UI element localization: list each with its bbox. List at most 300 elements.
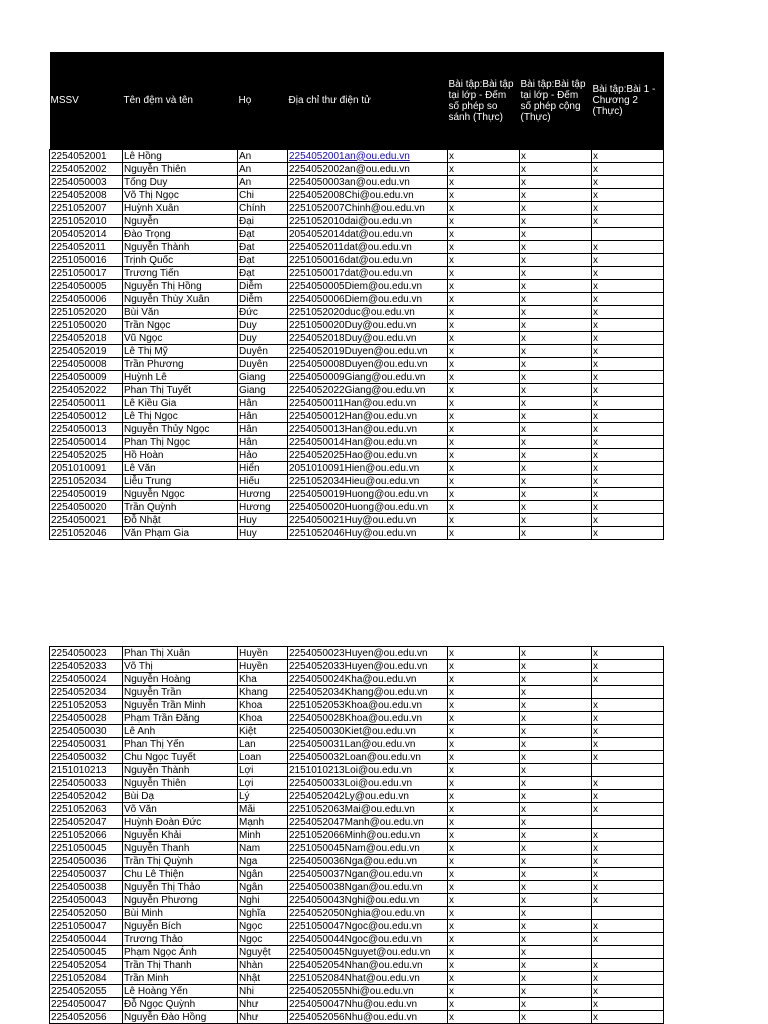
cell-compare: x — [448, 686, 520, 699]
table-row — [50, 358, 664, 371]
table-row — [50, 176, 664, 189]
cell-chapter2: x — [592, 725, 664, 738]
table-row — [50, 738, 664, 751]
cell-add: x — [520, 790, 592, 803]
table-row — [50, 1011, 664, 1024]
cell-last-name: Kiệt — [238, 725, 288, 738]
cell-compare: x — [448, 384, 520, 397]
cell-email: 2254050013Han@ou.edu.vn — [288, 423, 448, 436]
cell-email: 2254052033Huyen@ou.edu.vn — [288, 660, 448, 673]
cell-email: 2254050024Kha@ou.edu.vn — [288, 673, 448, 686]
cell-first-name: Nguyễn Ngọc — [123, 488, 238, 501]
cell-mssv: 2254052047 — [50, 816, 123, 829]
cell-last-name: Ngọc — [238, 933, 288, 946]
cell-first-name: Trần Thị Quỳnh — [123, 855, 238, 868]
cell-email: 2254050011Han@ou.edu.vn — [288, 397, 448, 410]
cell-add: x — [520, 920, 592, 933]
cell-compare: x — [448, 423, 520, 436]
cell-chapter2: x — [592, 371, 664, 384]
cell-mssv: 2251052053 — [50, 699, 123, 712]
cell-compare: x — [448, 647, 520, 660]
cell-first-name: Trịnh Quốc — [123, 254, 238, 267]
cell-compare: x — [448, 488, 520, 501]
cell-add: x — [520, 660, 592, 673]
cell-email: 2254050021Huy@ou.edu.vn — [288, 514, 448, 527]
cell-chapter2: x — [592, 894, 664, 907]
cell-mssv: 2254050003 — [50, 176, 123, 189]
cell-email: 2254050033Loi@ou.edu.vn — [288, 777, 448, 790]
cell-mssv: 2254050038 — [50, 881, 123, 894]
cell-chapter2: x — [592, 803, 664, 816]
cell-last-name: Đạt — [238, 228, 288, 241]
cell-add: x — [520, 293, 592, 306]
cell-first-name: Văn Phạm Gia — [123, 527, 238, 540]
cell-email: 2254052034Khang@ou.edu.vn — [288, 686, 448, 699]
cell-email: 2251052053Khoa@ou.edu.vn — [288, 699, 448, 712]
cell-add: x — [520, 163, 592, 176]
cell-last-name: Hân — [238, 436, 288, 449]
cell-first-name: Lê Kiều Gia — [123, 397, 238, 410]
cell-last-name: Hân — [238, 410, 288, 423]
cell-chapter2: x — [592, 881, 664, 894]
cell-email: 2254050012Han@ou.edu.vn — [288, 410, 448, 423]
cell-mssv: 2254050043 — [50, 894, 123, 907]
cell-add: x — [520, 985, 592, 998]
table-row — [50, 868, 664, 881]
cell-add: x — [520, 527, 592, 540]
cell-compare: x — [448, 280, 520, 293]
cell-email: 2251050045Nam@ou.edu.vn — [288, 842, 448, 855]
cell-compare: x — [448, 449, 520, 462]
cell-add: x — [520, 267, 592, 280]
table-row — [50, 397, 664, 410]
cell-email: 2254052047Manh@ou.edu.vn — [288, 816, 448, 829]
cell-chapter2: x — [592, 150, 664, 163]
cell-first-name: Trần Phương — [123, 358, 238, 371]
cell-email: 2251050017dat@ou.edu.vn — [288, 267, 448, 280]
cell-email: 2251050020Duy@ou.edu.vn — [288, 319, 448, 332]
cell-mssv: 2251050017 — [50, 267, 123, 280]
cell-mssv: 2254050036 — [50, 855, 123, 868]
cell-add: x — [520, 972, 592, 985]
cell-email: 2254050037Ngan@ou.edu.vn — [288, 868, 448, 881]
cell-compare: x — [448, 345, 520, 358]
cell-compare: x — [448, 462, 520, 475]
cell-add: x — [520, 371, 592, 384]
cell-first-name: Bùi Minh — [123, 907, 238, 920]
cell-first-name: Chu Lê Thiện — [123, 868, 238, 881]
cell-add: x — [520, 842, 592, 855]
cell-email: 2254052019Duyen@ou.edu.vn — [288, 345, 448, 358]
cell-mssv: 2251052020 — [50, 306, 123, 319]
cell-first-name: Nguyễn Khải — [123, 829, 238, 842]
table-row — [50, 855, 664, 868]
cell-compare: x — [448, 894, 520, 907]
cell-last-name: Khang — [238, 686, 288, 699]
cell-last-name: Hân — [238, 423, 288, 436]
cell-chapter2: x — [592, 410, 664, 423]
cell-chapter2: x — [592, 527, 664, 540]
cell-add: x — [520, 449, 592, 462]
cell-mssv: 2254050047 — [50, 998, 123, 1011]
cell-email: 2251052007Chinh@ou.edu.vn — [288, 202, 448, 215]
cell-email: 2251050047Ngoc@ou.edu.vn — [288, 920, 448, 933]
cell-email: 2254050036Nga@ou.edu.vn — [288, 855, 448, 868]
cell-first-name: Nguyễn Thanh — [123, 842, 238, 855]
cell-last-name: Mãi — [238, 803, 288, 816]
cell-compare: x — [448, 660, 520, 673]
cell-email: 2254050008Duyen@ou.edu.vn — [288, 358, 448, 371]
cell-mssv: 2251052010 — [50, 215, 123, 228]
cell-compare: x — [448, 751, 520, 764]
cell-mssv: 2251052046 — [50, 527, 123, 540]
cell-chapter2: x — [592, 332, 664, 345]
cell-mssv: 2254050021 — [50, 514, 123, 527]
cell-mssv: 2254050033 — [50, 777, 123, 790]
cell-compare: x — [448, 514, 520, 527]
table-row — [50, 686, 664, 699]
cell-last-name: Huyền — [238, 660, 288, 673]
cell-email: 2251052020duc@ou.edu.vn — [288, 306, 448, 319]
cell-first-name: Phan Thị Xuân — [123, 647, 238, 660]
cell-chapter2: x — [592, 306, 664, 319]
cell-last-name: Nghĩa — [238, 907, 288, 920]
cell-mssv: 2254052008 — [50, 189, 123, 202]
cell-email: 2254050014Han@ou.edu.vn — [288, 436, 448, 449]
cell-first-name: Huỳnh Đoàn Đức — [123, 816, 238, 829]
cell-email: 2251052066Minh@ou.edu.vn — [288, 829, 448, 842]
cell-add: x — [520, 816, 592, 829]
cell-mssv: 2254052042 — [50, 790, 123, 803]
cell-compare: x — [448, 202, 520, 215]
cell-chapter2: x — [592, 423, 664, 436]
cell-chapter2: x — [592, 189, 664, 202]
cell-chapter2: x — [592, 436, 664, 449]
cell-add: x — [520, 738, 592, 751]
table-row — [50, 751, 664, 764]
table-row — [50, 267, 664, 280]
cell-add: x — [520, 514, 592, 527]
cell-mssv: 2251052063 — [50, 803, 123, 816]
cell-last-name: Huy — [238, 514, 288, 527]
cell-email: 2254052011dat@ou.edu.vn — [288, 241, 448, 254]
cell-chapter2: x — [592, 842, 664, 855]
cell-last-name: Đại — [238, 215, 288, 228]
cell-last-name: Khoa — [238, 712, 288, 725]
cell-first-name: Hồ Hoàn — [123, 449, 238, 462]
cell-compare: x — [448, 176, 520, 189]
cell-mssv: 2054052014 — [50, 228, 123, 241]
cell-compare: x — [448, 501, 520, 514]
cell-last-name: Chi — [238, 189, 288, 202]
cell-chapter2: x — [592, 358, 664, 371]
header-last-name: Họ — [238, 52, 288, 150]
cell-first-name: Nguyễn Hoàng — [123, 673, 238, 686]
cell-add: x — [520, 436, 592, 449]
cell-compare: x — [448, 777, 520, 790]
table-body-top — [50, 150, 664, 540]
cell-last-name: Đạt — [238, 254, 288, 267]
cell-mssv: 2151010213 — [50, 764, 123, 777]
table-row — [50, 280, 664, 293]
cell-last-name: Huy — [238, 527, 288, 540]
cell-chapter2: x — [592, 855, 664, 868]
cell-first-name: Nguyễn Thành — [123, 241, 238, 254]
table-row — [50, 293, 664, 306]
cell-last-name: Lan — [238, 738, 288, 751]
cell-email: 2254052055Nhi@ou.edu.vn — [288, 985, 448, 998]
cell-mssv: 2254052050 — [50, 907, 123, 920]
cell-add: x — [520, 946, 592, 959]
cell-email: 2254052050Nghia@ou.edu.vn — [288, 907, 448, 920]
cell-chapter2: x — [592, 660, 664, 673]
cell-first-name: Phan Thị Tuyết — [123, 384, 238, 397]
cell-first-name: Phạm Trần Đăng — [123, 712, 238, 725]
cell-mssv: 2251050045 — [50, 842, 123, 855]
cell-first-name: Nguyễn Thành — [123, 764, 238, 777]
cell-compare: x — [448, 189, 520, 202]
cell-compare: x — [448, 673, 520, 686]
cell-add: x — [520, 462, 592, 475]
cell-first-name: Trần Ngọc — [123, 319, 238, 332]
cell-last-name: Hiển — [238, 462, 288, 475]
cell-add: x — [520, 501, 592, 514]
table-row — [50, 371, 664, 384]
cell-last-name: Lý — [238, 790, 288, 803]
cell-last-name: Khoa — [238, 699, 288, 712]
cell-email: 2254050009Giang@ou.edu.vn — [288, 371, 448, 384]
cell-last-name: Nhi — [238, 985, 288, 998]
cell-chapter2: x — [592, 254, 664, 267]
cell-mssv: 2254050006 — [50, 293, 123, 306]
cell-mssv: 2254050044 — [50, 933, 123, 946]
cell-first-name: Đỗ Ngọc Quỳnh — [123, 998, 238, 1011]
cell-compare: x — [448, 985, 520, 998]
cell-mssv: 2254052011 — [50, 241, 123, 254]
cell-mssv: 2254052019 — [50, 345, 123, 358]
cell-chapter2: x — [592, 293, 664, 306]
cell-chapter2: x — [592, 959, 664, 972]
cell-first-name: Bùi Văn — [123, 306, 238, 319]
cell-add: x — [520, 475, 592, 488]
cell-add: x — [520, 410, 592, 423]
cell-compare: x — [448, 998, 520, 1011]
cell-chapter2 — [592, 946, 664, 959]
cell-add: x — [520, 488, 592, 501]
cell-last-name: Diễm — [238, 280, 288, 293]
cell-mssv: 2254052033 — [50, 660, 123, 673]
cell-email: 2254052018Duy@ou.edu.vn — [288, 332, 448, 345]
table-row — [50, 436, 664, 449]
grades-table-top — [49, 52, 664, 540]
cell-email: 2051010091Hien@ou.edu.vn — [288, 462, 448, 475]
cell-compare: x — [448, 228, 520, 241]
cell-chapter2: x — [592, 215, 664, 228]
cell-first-name: Nguyễn Đào Hồng — [123, 1011, 238, 1024]
cell-add: x — [520, 777, 592, 790]
cell-chapter2: x — [592, 514, 664, 527]
cell-first-name: Nguyễn Thủy Ngọc — [123, 423, 238, 436]
cell-mssv: 2254050020 — [50, 501, 123, 514]
header-mssv: MSSV — [50, 52, 123, 150]
cell-email: 2254050038Ngan@ou.edu.vn — [288, 881, 448, 894]
cell-email: 2251052046Huy@ou.edu.vn — [288, 527, 448, 540]
cell-compare: x — [448, 293, 520, 306]
cell-first-name: Bùi Dạ — [123, 790, 238, 803]
cell-add: x — [520, 254, 592, 267]
cell-last-name: Nghi — [238, 894, 288, 907]
cell-add: x — [520, 803, 592, 816]
header-row — [50, 52, 664, 150]
cell-chapter2: x — [592, 462, 664, 475]
cell-email: 2254050045Nguyet@ou.edu.vn — [288, 946, 448, 959]
cell-last-name: Ngân — [238, 881, 288, 894]
cell-email: 2254050047Nhu@ou.edu.vn — [288, 998, 448, 1011]
cell-chapter2: x — [592, 920, 664, 933]
cell-mssv: 2254052018 — [50, 332, 123, 345]
cell-mssv: 2051010091 — [50, 462, 123, 475]
cell-mssv: 2254052025 — [50, 449, 123, 462]
header-email: Địa chỉ thư điện tử — [288, 52, 448, 150]
cell-last-name: Giang — [238, 371, 288, 384]
table-row — [50, 228, 664, 241]
cell-email: 2254050019Huong@ou.edu.vn — [288, 488, 448, 501]
cell-email — [288, 150, 448, 163]
cell-compare: x — [448, 358, 520, 371]
cell-chapter2: x — [592, 985, 664, 998]
cell-chapter2: x — [592, 933, 664, 946]
cell-compare: x — [448, 868, 520, 881]
cell-compare: x — [448, 738, 520, 751]
cell-add: x — [520, 647, 592, 660]
cell-first-name: Nguyễn Trần Minh — [123, 699, 238, 712]
table-row — [50, 712, 664, 725]
table-row — [50, 527, 664, 540]
cell-email: 2254052056Nhu@ou.edu.vn — [288, 1011, 448, 1024]
cell-email: 2251050016dat@ou.edu.vn — [288, 254, 448, 267]
cell-add: x — [520, 959, 592, 972]
cell-add: x — [520, 332, 592, 345]
cell-chapter2: x — [592, 449, 664, 462]
email-link[interactable]: 2254052001an@ou.edu.vn — [289, 150, 410, 162]
cell-last-name: Đạt — [238, 241, 288, 254]
table-row — [50, 920, 664, 933]
cell-first-name: Liễu Trung — [123, 475, 238, 488]
table-row — [50, 985, 664, 998]
cell-last-name: Như — [238, 998, 288, 1011]
cell-last-name: Ngọc — [238, 920, 288, 933]
cell-last-name: Nhật — [238, 972, 288, 985]
cell-last-name: Diễm — [238, 293, 288, 306]
cell-chapter2: x — [592, 488, 664, 501]
table-row — [50, 319, 664, 332]
cell-chapter2: x — [592, 868, 664, 881]
cell-compare: x — [448, 842, 520, 855]
cell-compare: x — [448, 816, 520, 829]
cell-compare: x — [448, 319, 520, 332]
cell-last-name: Minh — [238, 829, 288, 842]
cell-first-name: Vũ Ngọc — [123, 332, 238, 345]
cell-add: x — [520, 712, 592, 725]
cell-chapter2 — [592, 816, 664, 829]
cell-add: x — [520, 894, 592, 907]
cell-add: x — [520, 673, 592, 686]
cell-chapter2: x — [592, 267, 664, 280]
cell-mssv: 2254050024 — [50, 673, 123, 686]
cell-mssv: 2254050014 — [50, 436, 123, 449]
table-row — [50, 842, 664, 855]
cell-mssv: 2254050013 — [50, 423, 123, 436]
cell-first-name: Chu Ngọc Tuyết — [123, 751, 238, 764]
cell-chapter2: x — [592, 384, 664, 397]
cell-email: 2254050023Huyen@ou.edu.vn — [288, 647, 448, 660]
cell-compare: x — [448, 699, 520, 712]
table-row — [50, 946, 664, 959]
cell-last-name: Lợi — [238, 764, 288, 777]
cell-mssv: 2254050032 — [50, 751, 123, 764]
cell-last-name: Duyên — [238, 358, 288, 371]
cell-add: x — [520, 241, 592, 254]
cell-email: 2254050028Khoa@ou.edu.vn — [288, 712, 448, 725]
table-row — [50, 202, 664, 215]
cell-first-name: Phan Thị Ngọc — [123, 436, 238, 449]
cell-last-name: Đức — [238, 306, 288, 319]
cell-last-name: Kha — [238, 673, 288, 686]
cell-first-name: Phan Thị Yến — [123, 738, 238, 751]
cell-compare: x — [448, 371, 520, 384]
cell-first-name: Lê Hoàng Yến — [123, 985, 238, 998]
cell-last-name: Hương — [238, 501, 288, 514]
table-row — [50, 699, 664, 712]
cell-chapter2: x — [592, 972, 664, 985]
cell-add: x — [520, 280, 592, 293]
cell-add: x — [520, 358, 592, 371]
table-row — [50, 150, 664, 163]
cell-add: x — [520, 228, 592, 241]
table-body-bottom — [50, 647, 664, 1024]
table-row — [50, 933, 664, 946]
cell-first-name: Nguyễn Thị Hồng — [123, 280, 238, 293]
table-row — [50, 829, 664, 842]
cell-compare: x — [448, 436, 520, 449]
cell-mssv: 2254050005 — [50, 280, 123, 293]
cell-email: 2251052034Hieu@ou.edu.vn — [288, 475, 448, 488]
cell-last-name: An — [238, 163, 288, 176]
cell-mssv: 2254052056 — [50, 1011, 123, 1024]
cell-chapter2: x — [592, 345, 664, 358]
cell-first-name: Lê Thị Ngọc — [123, 410, 238, 423]
cell-add: x — [520, 202, 592, 215]
cell-compare: x — [448, 527, 520, 540]
table-row — [50, 790, 664, 803]
cell-chapter2: x — [592, 280, 664, 293]
cell-add: x — [520, 764, 592, 777]
cell-chapter2: x — [592, 998, 664, 1011]
cell-email: 2254052002an@ou.edu.vn — [288, 163, 448, 176]
cell-first-name: Phạm Ngọc Ánh — [123, 946, 238, 959]
cell-compare: x — [448, 959, 520, 972]
cell-last-name: Duy — [238, 319, 288, 332]
cell-email: 2254050003an@ou.edu.vn — [288, 176, 448, 189]
cell-add: x — [520, 933, 592, 946]
table-row — [50, 488, 664, 501]
cell-mssv: 2254052055 — [50, 985, 123, 998]
cell-compare: x — [448, 946, 520, 959]
cell-compare: x — [448, 254, 520, 267]
cell-mssv: 2254052022 — [50, 384, 123, 397]
cell-last-name: Đạt — [238, 267, 288, 280]
cell-first-name: Huỳnh Xuân — [123, 202, 238, 215]
